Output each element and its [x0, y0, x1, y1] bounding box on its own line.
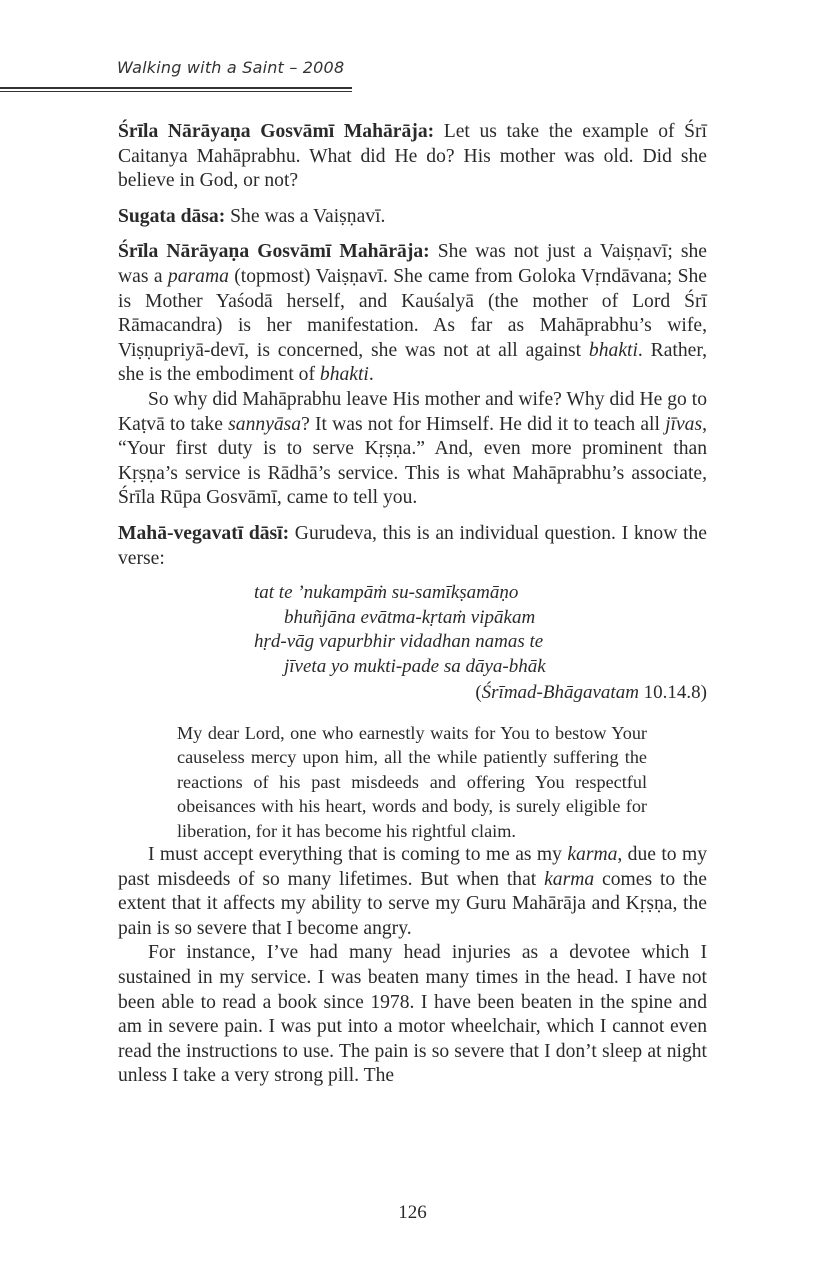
verse-line: tat te ’nukampāṁ su-samīkṣamāṇo: [254, 582, 519, 604]
ref-number: 10.14.8): [638, 682, 707, 704]
page-number: 126: [398, 1202, 427, 1223]
header-rule-thick: [0, 87, 352, 89]
italic-term: bhakti: [319, 364, 369, 386]
paragraph-text: (topmost) Vaiṣṇavī. She came from Goloka Vṛndāvana; She is Mother Yaśodā herself, and Kauśalyā (the mother of Lord Śrī Rāmacandra) is her manifestation. As far as Mahāprabhu’s wife, Viṣṇupriyā-devī, is concerned, she was not at all against: [118, 265, 708, 361]
header-rule-thin: [0, 91, 352, 92]
paragraph-text: .: [368, 364, 374, 386]
paragraph-text: She was not just a Vaiṣṇavī; she was a: [118, 241, 707, 287]
verse-reference: [118, 681, 707, 706]
italic-term: karma: [567, 844, 618, 866]
verse-line: bhuñjāna evātma-kṛtaṁ vipākam: [284, 606, 536, 628]
paragraph-vegavati: [118, 522, 707, 571]
speaker-name: Śrīla Nārāyaṇa Gosvāmī Mahārāja:: [118, 241, 430, 263]
paragraph-mahaprabhu-sannyasa: [118, 388, 707, 511]
ref-source: Śrīmad-Bhāgavatam: [481, 682, 639, 704]
paragraph-maharaja-1: [118, 120, 707, 194]
paragraph-text: She was a Vaiṣṇavī.: [225, 205, 386, 227]
italic-term: karma: [544, 868, 595, 890]
speaker-name: Śrīla Nārāyaṇa Gosvāmī Mahārāja:: [118, 121, 435, 142]
paragraph-text: ? It was not for Himself. He did it to teach all: [301, 413, 666, 435]
paragraph-maharaja-2: [118, 240, 707, 388]
paragraph-text: So why did Mahāprabhu leave His mother and wife? Why did He go to Kaṭvā to take: [118, 388, 707, 435]
paragraph-text: . Rather, she is the embodiment of: [118, 339, 707, 386]
paragraph-karma: [118, 843, 707, 941]
running-header-title: Walking with a Saint – 2008: [117, 58, 345, 77]
paragraph-text: Let us take the example of Śrī Caitanya Mahāprabhu. What did He do? His mother was old. Did she believe in God, or not?: [118, 121, 707, 192]
paragraph-text: Gurudeva, this is an individual question. I know the verse:: [118, 522, 707, 569]
speaker-name: Mahā-vegavatī dāsī:: [118, 522, 290, 544]
paragraph-text: , due to my past misdeeds of so many lifetimes. But when that: [118, 844, 707, 890]
sanskrit-verse: [254, 581, 707, 679]
italic-term: bhakti: [588, 339, 638, 361]
italic-term: parama: [167, 265, 229, 287]
speaker-name: Sugata dāsa:: [118, 205, 226, 227]
italic-term: sannyāsa: [228, 413, 302, 435]
verse-line: jīveta yo mukti-pade sa dāya-bhāk: [284, 655, 546, 677]
verse-line: hṛd-vāg vapurbhir vidadhan namas te: [254, 631, 544, 653]
ref-paren: (: [475, 682, 482, 704]
paragraph-injuries: For instance, I’ve had many head injuries as a devotee which I sustained in my service. I was beaten many times in the head. I have not been able to read a book since 1978. I have been beaten in the spine and am in severe pain. I was put into a motor wheelchair, which I cannot even read the instructions to use. The pain is so severe that I don’t sleep at night unless I take a very strong pill. The: [118, 942, 707, 1087]
paragraph-text: I must accept everything that is coming to me as my: [148, 844, 568, 866]
italic-term: jīvas: [665, 413, 703, 435]
page-body: [118, 120, 707, 1089]
paragraph-text: comes to the extent that it affects my ability to serve my Guru Mahārāja and Kṛṣṇa, the pain is so severe that I become angry.: [118, 868, 707, 939]
paragraph-text: , “Your first duty is to serve Kṛṣṇa.” And, even more prominent than Kṛṣṇa’s service is Rādhā’s service. This is what Mahāprabhu’s associate, Śrīla Rūpa Gosvāmī, came to tell you.: [118, 413, 707, 509]
verse-translation: My dear Lord, one who earnestly waits for You to bestow Your causeless mercy upon him, all the while patiently suffering the reactions of his past misdeeds and offering You respectful obeisances with his heart, words and body, is surely eligible for liberation, for it has become his rightful claim.: [177, 723, 647, 841]
paragraph-sugata: [118, 205, 707, 230]
